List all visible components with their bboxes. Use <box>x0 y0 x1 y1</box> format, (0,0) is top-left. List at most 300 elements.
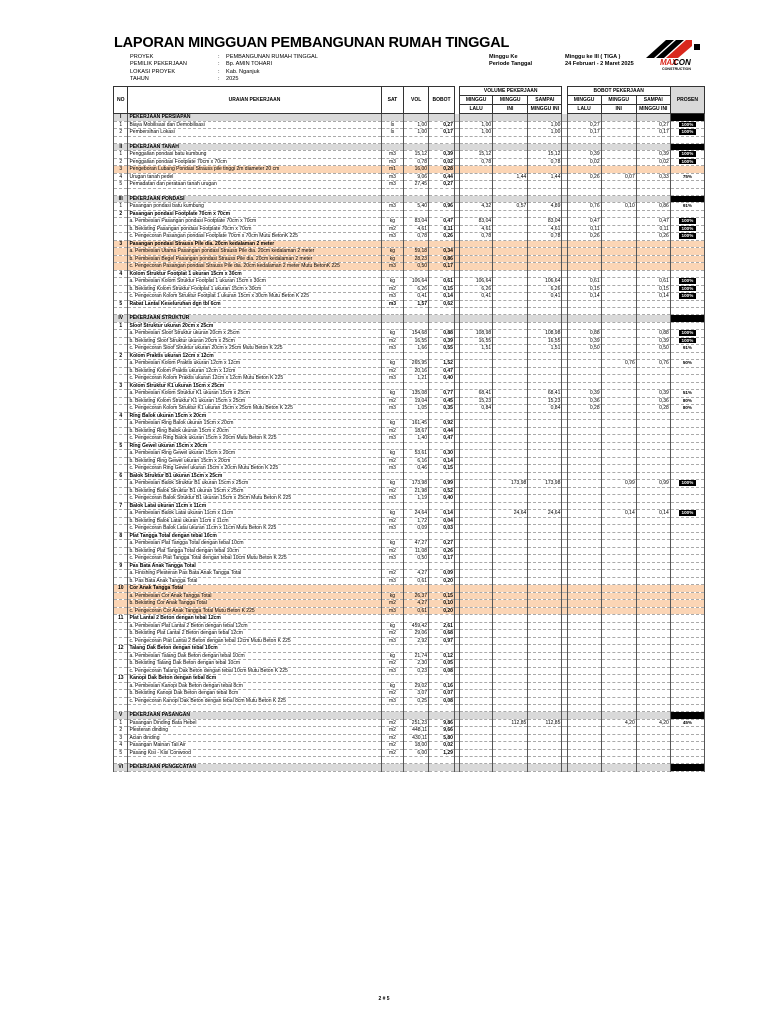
cell-bobot-ini <box>601 195 636 203</box>
cell-vol-ini <box>493 607 528 615</box>
cell-bobot-ini <box>601 270 636 278</box>
table-row <box>114 719 705 727</box>
cell-vol <box>404 210 429 218</box>
cell-uraian: c. Pengecoran Balok Struktur B1 ukuran 15cm x 25cm Mutu Beton K 225 <box>128 495 381 503</box>
cell-vol-lalu: 1,00 <box>460 129 493 137</box>
cell-uraian: c. Pengecoran Pasangan pondasi Strauss Pile dia. 20cm kedalaman 2 meter Mutu BetonK 225 <box>128 263 381 271</box>
cell-vol-sampai <box>528 210 562 218</box>
cell-vol <box>404 502 429 510</box>
cell-no <box>114 330 128 338</box>
cell-sat: m3 <box>381 173 404 181</box>
meta-colon: : <box>218 68 220 75</box>
cell-bobot <box>429 442 455 450</box>
cell-no <box>114 495 128 503</box>
cell-vol: 59,18 <box>404 248 429 256</box>
cell-vol-sampai: 24,64 <box>528 510 562 518</box>
cell-prosen <box>670 555 704 563</box>
table-row <box>114 660 705 668</box>
cell-vol-lalu: 1,51 <box>460 345 493 353</box>
cell-bobot-ini <box>601 712 636 720</box>
cell-bobot <box>429 322 455 330</box>
cell-bobot <box>429 114 455 122</box>
cell-no: I <box>114 114 128 122</box>
cell-vol-lalu <box>460 727 493 735</box>
cell-vol-ini <box>493 749 528 757</box>
table-row <box>114 749 705 757</box>
table-row <box>114 263 705 271</box>
blank-row <box>114 136 705 143</box>
cell-bobot <box>429 308 455 315</box>
table-row <box>114 375 705 383</box>
cell-bobot-lalu <box>567 749 601 757</box>
table-row <box>114 457 705 465</box>
cell-bobot-lalu <box>567 382 601 390</box>
cell-uraian <box>128 188 381 195</box>
cell-sat: kg <box>381 450 404 458</box>
cell-bobot-sampai: 0,99 <box>636 480 670 488</box>
cell-prosen <box>670 607 704 615</box>
meta-row <box>130 76 318 83</box>
cell-uraian: a. Finishing Plesteran Pas Bata Anak Tangga Total <box>128 570 381 578</box>
cell-bobot-ini <box>601 263 636 271</box>
cell-bobot-ini <box>601 233 636 241</box>
cell-vol-ini <box>493 525 528 533</box>
cell-vol <box>404 315 429 323</box>
cell-no: IV <box>114 315 128 323</box>
cell-sat <box>381 315 404 323</box>
cell-bobot-lalu <box>567 630 601 638</box>
cell-vol-sampai <box>528 660 562 668</box>
cell-prosen <box>670 121 704 129</box>
cell-vol-sampai <box>528 705 562 712</box>
cell-bobot-sampai: 0,36 <box>636 397 670 405</box>
cell-sat: kg <box>381 510 404 518</box>
cell-sat: kg <box>381 592 404 600</box>
cell-bobot-sampai <box>636 675 670 683</box>
cell-prosen <box>670 337 704 345</box>
cell-bobot-sampai <box>636 270 670 278</box>
cell-sat: m3 <box>381 495 404 503</box>
table-row <box>114 412 705 420</box>
cell-vol: 4,61 <box>404 225 429 233</box>
cell-sat <box>381 645 404 653</box>
table-row <box>114 682 705 690</box>
cell-uraian: Balok Struktur B1 ukuran 15cm x 25cm <box>128 472 381 480</box>
cell-vol-lalu <box>460 173 493 181</box>
cell-vol: 18,00 <box>404 742 429 750</box>
cell-vol-sampai: 0,41 <box>528 293 562 301</box>
cell-vol-lalu <box>460 502 493 510</box>
cell-no: 12 <box>114 645 128 653</box>
cell-prosen <box>670 585 704 593</box>
cell-no <box>114 255 128 263</box>
cell-prosen <box>670 367 704 375</box>
cell-bobot: 0,02 <box>429 158 455 166</box>
cell-bobot-sampai <box>636 136 670 143</box>
cell-bobot <box>429 705 455 712</box>
cell-no <box>114 360 128 368</box>
cell-vol: 1,00 <box>404 129 429 137</box>
cell-prosen <box>670 525 704 533</box>
cell-bobot-ini <box>601 532 636 540</box>
cell-bobot-lalu <box>567 757 601 764</box>
cell-bobot-lalu <box>567 367 601 375</box>
cell-no <box>114 600 128 608</box>
cell-prosen <box>670 188 704 195</box>
cell-vol-ini <box>493 427 528 435</box>
cell-bobot-ini <box>601 240 636 248</box>
cell-sat: m3 <box>381 577 404 585</box>
cell-vol-ini <box>493 166 528 174</box>
cell-vol-sampai <box>528 181 562 189</box>
meta-row <box>130 69 318 76</box>
cell-bobot-ini: 0,10 <box>601 203 636 211</box>
cell-sat <box>381 705 404 712</box>
cell-vol-sampai <box>528 465 562 473</box>
cell-no <box>114 397 128 405</box>
cell-vol-ini: 24,64 <box>493 510 528 518</box>
cell-sat <box>381 585 404 593</box>
cell-vol-lalu <box>460 742 493 750</box>
col-no: NO <box>114 87 128 114</box>
cell-sat: kg <box>381 390 404 398</box>
cell-vol-lalu <box>460 188 493 195</box>
cell-sat: m3 <box>381 233 404 241</box>
cell-vol-sampai <box>528 114 562 122</box>
cell-bobot-lalu <box>567 705 601 712</box>
cell-bobot-ini <box>601 412 636 420</box>
cell-bobot-ini <box>601 442 636 450</box>
cell-uraian: Acian dinding <box>128 734 381 742</box>
cell-bobot-lalu: 0,76 <box>567 203 601 211</box>
cell-bobot-lalu <box>567 734 601 742</box>
cell-vol-ini <box>493 622 528 630</box>
cell-vol: 135,08 <box>404 390 429 398</box>
cell-no <box>114 652 128 660</box>
cell-prosen <box>670 645 704 653</box>
cell-bobot: 2,61 <box>429 622 455 630</box>
period-label: Periode Tanggal <box>489 61 533 68</box>
cell-bobot-sampai <box>636 188 670 195</box>
cell-uraian: a. Pembesian Kolom Struktur Footplat 1 ukuran 15cm x 30cm <box>128 278 381 286</box>
cell-bobot-ini <box>601 562 636 570</box>
cell-vol-sampai <box>528 270 562 278</box>
cell-bobot-sampai <box>636 457 670 465</box>
cell-vol-ini <box>493 645 528 653</box>
cell-bobot-ini: 0,99 <box>601 480 636 488</box>
cell-bobot-sampai <box>636 352 670 360</box>
cell-bobot-lalu <box>567 300 601 308</box>
cell-vol-ini <box>493 218 528 226</box>
cell-prosen <box>670 480 704 488</box>
table-row <box>114 166 705 174</box>
cell-vol-sampai <box>528 143 562 151</box>
cell-bobot-sampai <box>636 166 670 174</box>
cell-bobot-sampai: 0,17 <box>636 129 670 137</box>
cell-bobot-ini <box>601 397 636 405</box>
complete-badge: 100% <box>679 233 697 239</box>
cell-uraian: a. Pembesian Sloof Struktur ukuran 20cm x 25cm <box>128 330 381 338</box>
meta-value: Bp. AMIN TOHARI <box>226 61 273 68</box>
cell-uraian: a. Pembesian Kolom Praktis ukuran 12cm x 12cm <box>128 360 381 368</box>
cell-bobot-ini <box>601 352 636 360</box>
percent-value: 51% <box>682 390 693 396</box>
cell-bobot-sampai <box>636 465 670 473</box>
cell-bobot-sampai <box>636 555 670 563</box>
cell-vol-ini <box>493 136 528 143</box>
cell-vol-sampai <box>528 585 562 593</box>
cell-bobot-sampai <box>636 300 670 308</box>
cell-vol-sampai <box>528 308 562 315</box>
cell-prosen <box>670 660 704 668</box>
cell-uraian: Kolom Praktis ukuran 12cm x 12cm <box>128 352 381 360</box>
cell-vol: 29,02 <box>404 682 429 690</box>
cell-sat: m2 <box>381 397 404 405</box>
cell-vol-sampai: 16,55 <box>528 337 562 345</box>
meta-key: PEMILIK PEKERJAAN <box>130 61 187 68</box>
col-vol-lalu: LALU <box>460 105 493 114</box>
cell-vol-sampai: 83,04 <box>528 218 562 226</box>
cell-bobot-sampai <box>636 682 670 690</box>
cell-bobot-lalu <box>567 322 601 330</box>
cell-bobot-ini: 4,20 <box>601 719 636 727</box>
cell-vol-sampai <box>528 637 562 645</box>
cell-prosen <box>670 600 704 608</box>
cell-bobot-sampai: 0,02 <box>636 158 670 166</box>
col-vol-minggu-ini: MINGGU <box>493 96 528 105</box>
cell-uraian: Plat Tangga Total dengan tebal 10cm <box>128 532 381 540</box>
cell-vol-lalu <box>460 570 493 578</box>
cell-vol-ini <box>493 360 528 368</box>
col-bobot-lalu: LALU <box>567 105 601 114</box>
cell-bobot-ini <box>601 600 636 608</box>
cell-bobot-sampai <box>636 367 670 375</box>
cell-bobot <box>429 562 455 570</box>
cell-bobot-lalu <box>567 645 601 653</box>
table-row <box>114 210 705 218</box>
cell-sat: m2 <box>381 630 404 638</box>
cell-sat: m2 <box>381 570 404 578</box>
cell-no <box>114 345 128 353</box>
cell-bobot-sampai <box>636 637 670 645</box>
cell-bobot <box>429 136 455 143</box>
cell-prosen <box>670 390 704 398</box>
cell-vol: 83,04 <box>404 218 429 226</box>
cell-vol-ini <box>493 181 528 189</box>
cell-bobot: 0,20 <box>429 607 455 615</box>
cell-no <box>114 660 128 668</box>
cell-vol-lalu <box>460 270 493 278</box>
cell-bobot-sampai: 0,47 <box>636 218 670 226</box>
cell-prosen <box>670 705 704 712</box>
cell-vol <box>404 532 429 540</box>
cell-vol <box>404 322 429 330</box>
cell-vol-ini <box>493 487 528 495</box>
cell-vol-lalu <box>460 615 493 623</box>
cell-sat: m3 <box>381 637 404 645</box>
cell-bobot-ini <box>601 210 636 218</box>
cell-vol-ini <box>493 742 528 750</box>
cell-bobot-lalu <box>567 532 601 540</box>
cell-no: 2 <box>114 129 128 137</box>
cell-vol: 173,98 <box>404 480 429 488</box>
col-vol-ini: INI <box>493 105 528 114</box>
cell-bobot-lalu: 0,50 <box>567 345 601 353</box>
table-row <box>114 151 705 159</box>
cell-vol: 2,30 <box>404 660 429 668</box>
cell-bobot <box>429 195 455 203</box>
cell-vol: 0,50 <box>404 263 429 271</box>
cell-sat <box>381 712 404 720</box>
cell-vol-sampai <box>528 712 562 720</box>
cell-bobot-lalu <box>567 607 601 615</box>
cell-bobot: 0,14 <box>429 457 455 465</box>
cell-no <box>114 390 128 398</box>
cell-no: 4 <box>114 173 128 181</box>
table-row <box>114 502 705 510</box>
cell-no <box>114 435 128 443</box>
cell-no <box>114 510 128 518</box>
cell-vol-sampai <box>528 263 562 271</box>
cell-bobot-lalu <box>567 742 601 750</box>
roof-logo-icon <box>644 36 704 60</box>
cell-bobot-ini <box>601 675 636 683</box>
table-row <box>114 129 705 137</box>
cell-prosen <box>670 278 704 286</box>
cell-bobot: 0,34 <box>429 248 455 256</box>
cell-vol-sampai <box>528 412 562 420</box>
cell-bobot-sampai <box>636 622 670 630</box>
cell-uraian: Pembersihan Lokasi <box>128 129 381 137</box>
cell-bobot-ini <box>601 308 636 315</box>
cell-vol-ini <box>493 382 528 390</box>
progress-table <box>113 86 705 772</box>
cell-bobot: 0,47 <box>429 218 455 226</box>
cell-vol <box>404 712 429 720</box>
cell-prosen <box>670 615 704 623</box>
cell-bobot-ini <box>601 330 636 338</box>
cell-bobot-sampai: 0,26 <box>636 233 670 241</box>
cell-vol-ini: 0,57 <box>493 203 528 211</box>
cell-bobot-ini <box>601 645 636 653</box>
cell-vol-ini <box>493 397 528 405</box>
cell-no: 3 <box>114 166 128 174</box>
col-bobot-minggu-lalu: MINGGU <box>567 96 601 105</box>
meta-key: TAHUN <box>130 75 149 82</box>
cell-vol-ini <box>493 263 528 271</box>
cell-vol-sampai <box>528 472 562 480</box>
cell-uraian: PEKERJAAN PENGECATAN <box>128 764 381 772</box>
cell-bobot-lalu <box>567 690 601 698</box>
cell-bobot-sampai: 0,39 <box>636 337 670 345</box>
cell-no <box>114 622 128 630</box>
cell-vol: 5,40 <box>404 203 429 211</box>
cell-vol-lalu <box>460 517 493 525</box>
cell-vol-ini <box>493 345 528 353</box>
cell-vol-lalu <box>460 375 493 383</box>
cell-vol-lalu <box>460 600 493 608</box>
cell-vol-sampai <box>528 352 562 360</box>
cell-sat: m2 <box>381 367 404 375</box>
cell-prosen <box>670 248 704 256</box>
cell-sat: ls <box>381 121 404 129</box>
cell-bobot-sampai <box>636 181 670 189</box>
cell-bobot-lalu <box>567 487 601 495</box>
cell-vol-ini <box>493 705 528 712</box>
cell-uraian: a. Pembesian Ring Balok ukuran 15cm x 20cm <box>128 420 381 428</box>
cell-uraian: c. Pengecoran Plat Lantai 2 Beton dengan tebal 12cm Mutu Beton K 225 <box>128 637 381 645</box>
cell-vol: 1,05 <box>404 405 429 413</box>
cell-bobot <box>429 240 455 248</box>
table-row <box>114 345 705 353</box>
percent-value: 91% <box>682 345 693 351</box>
meta-row <box>130 61 318 68</box>
cell-vol: 29,06 <box>404 630 429 638</box>
table-row <box>114 690 705 698</box>
cell-bobot-sampai <box>636 315 670 323</box>
cell-vol-ini <box>493 420 528 428</box>
cell-bobot-sampai <box>636 615 670 623</box>
meta-value: 2025 <box>226 75 239 82</box>
cell-vol-ini <box>493 300 528 308</box>
cell-bobot: 5,80 <box>429 734 455 742</box>
cell-vol-ini <box>493 562 528 570</box>
cell-prosen <box>670 195 704 203</box>
cell-sat: kg <box>381 248 404 256</box>
cell-vol <box>404 188 429 195</box>
cell-bobot-lalu <box>567 697 601 705</box>
cell-no: 10 <box>114 585 128 593</box>
cell-bobot-lalu: 0,27 <box>567 121 601 129</box>
cell-bobot-lalu <box>567 412 601 420</box>
cell-bobot <box>429 645 455 653</box>
cell-bobot-sampai <box>636 577 670 585</box>
cell-prosen <box>670 742 704 750</box>
meta-key: PROYEK <box>130 54 154 60</box>
cell-vol: 28,23 <box>404 255 429 263</box>
cell-prosen <box>670 151 704 159</box>
cell-no <box>114 248 128 256</box>
cell-vol-lalu <box>460 195 493 203</box>
cell-bobot: 0,10 <box>429 600 455 608</box>
cell-vol-lalu <box>460 705 493 712</box>
cell-sat: kg <box>381 278 404 286</box>
table-row <box>114 472 705 480</box>
cell-sat <box>381 615 404 623</box>
cell-no <box>114 337 128 345</box>
cell-no <box>114 263 128 271</box>
cell-bobot-lalu <box>567 637 601 645</box>
cell-vol-lalu <box>460 690 493 698</box>
cell-bobot: 0,20 <box>429 577 455 585</box>
cell-bobot-lalu: 0,11 <box>567 225 601 233</box>
cell-uraian: c. Pengecoran Talang Dak Beton dengan tebal 10cm Mutu Beton K 225 <box>128 667 381 675</box>
cell-sat: m2 <box>381 547 404 555</box>
cell-vol-ini <box>493 652 528 660</box>
cell-uraian: Plesteran dinding <box>128 727 381 735</box>
cell-vol: 6,26 <box>404 285 429 293</box>
cell-sat: kg <box>381 420 404 428</box>
cell-bobot-ini <box>601 570 636 578</box>
blank-row <box>114 705 705 712</box>
cell-vol-sampai <box>528 607 562 615</box>
cell-bobot: 0,96 <box>429 203 455 211</box>
cell-bobot-lalu <box>567 263 601 271</box>
table-row <box>114 405 705 413</box>
cell-vol-lalu <box>460 577 493 585</box>
cell-bobot-ini <box>601 734 636 742</box>
cell-vol: 24,64 <box>404 510 429 518</box>
